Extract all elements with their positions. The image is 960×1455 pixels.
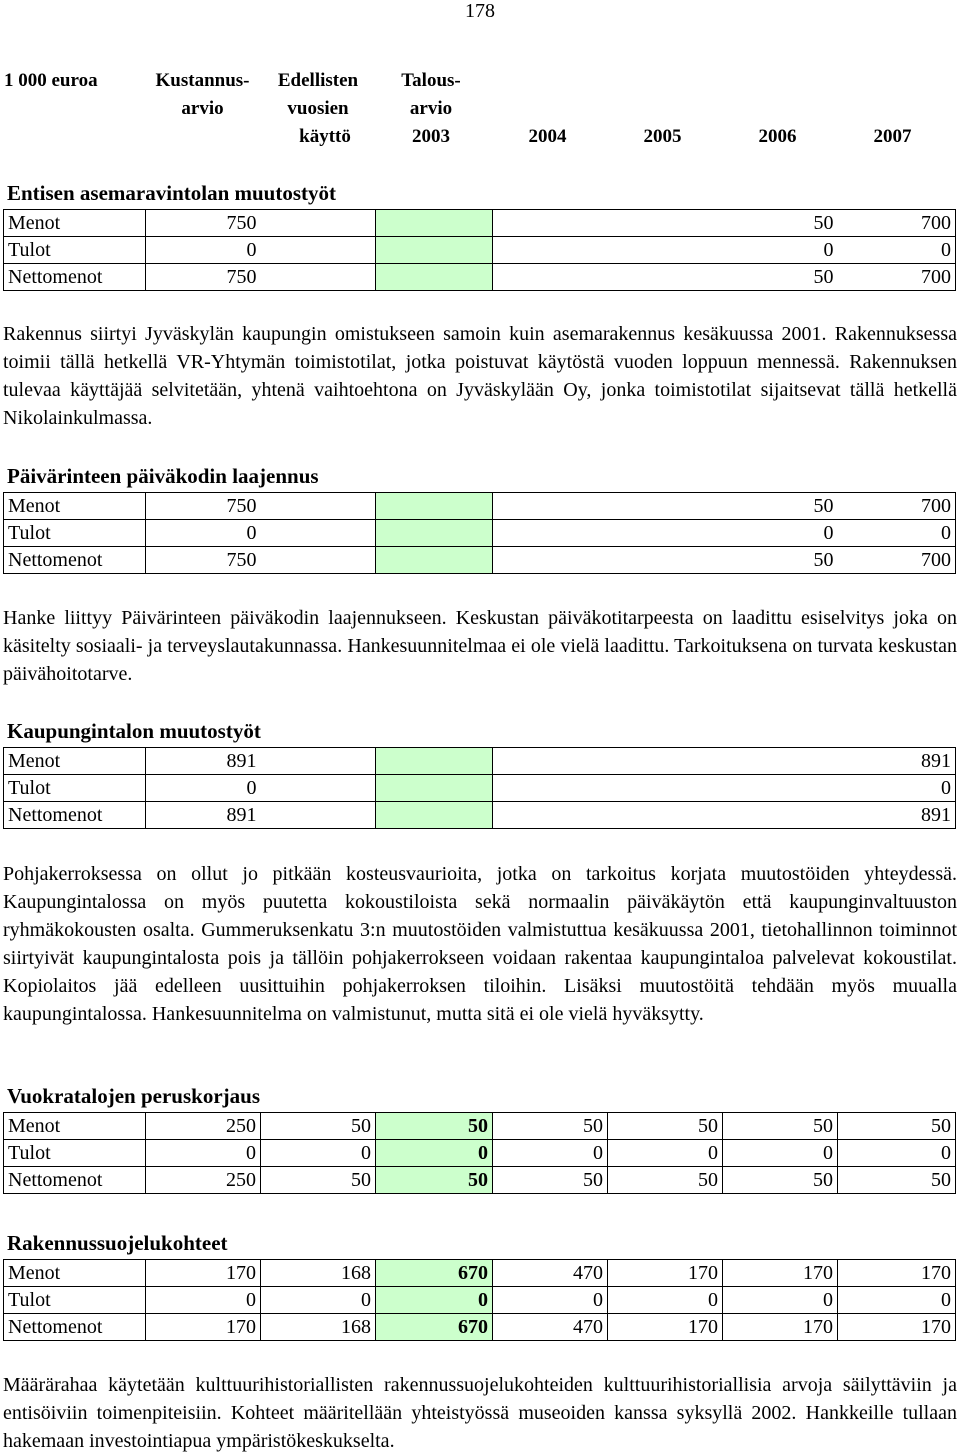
row-label: Tulot [4,1140,146,1167]
table-row [4,748,956,775]
cell [493,547,608,574]
table-row [4,520,956,547]
cell [261,210,376,237]
row-label: Menot [4,210,146,237]
header-col5: 2005 [643,126,682,147]
cell: 0 [608,1140,723,1167]
cell [261,547,376,574]
cell [376,237,493,264]
cell: 700 [838,547,956,574]
row-label: Menot [4,748,146,775]
section-description: Määrärahaa käytetään kulttuurihistoriallisten rakennussuojelukohteiden kulttuurihistoriallisia arvoja säilyttäviin ja entisöiviin toimenpiteisiin. Kohteet määritellään yhteistyössä museoiden kanssa syksyllä 2002. Hankkeille tullaan hakemaan investointiapua ympäristökeskukselta. [3,1374,957,1452]
cell: 470 [493,1260,608,1287]
cell: 0 [493,1287,608,1314]
cell: 50 [608,1113,723,1140]
header-col3: Talous- arvio 2003 [401,70,461,147]
table-row [4,775,956,802]
table-row [4,1140,956,1167]
section-title: Vuokratalojen peruskorjaus [7,1084,261,1108]
cell: 50 [723,210,838,237]
cell: 50 [723,493,838,520]
section-description: Pohjakerroksessa on ollut jo pitkään kosteusvaurioita, jotka on tarkoitus korjata muutostöiden yhteydessä. Kaupungintalossa on myös puutetta kokoustiloista sekä normaalin päiväkäytön että kaupunginvaltuuston ryhmäkokousten osalta. Gummeruksenkatu 3:n muutostöiden valmistuttua kesäkuussa 2001, tietohallinnon toiminnot siirtyivät kaupungintalosta pois ja tällöin pohjakerrokseen voidaan rakentaa kaupungintaloa palvelevat kokoustilat. Kopiolaitos jää edelleen uusittuihin pohjakerroksen tiloihin. Lisäksi muutostöitä tehdään myös muualla kaupungintalossa. Hankesuunnitelma on valmistunut, mutta sitä ei ole vielä hyväksytty. [3,863,957,1025]
cell: 750 [146,264,261,291]
cell: 670 [376,1260,493,1287]
table-row [4,547,956,574]
cell: 50 [723,1113,838,1140]
cell: 170 [838,1260,956,1287]
cell: 0 [838,1287,956,1314]
table-row [4,264,956,291]
cell [608,237,723,264]
cell: 50 [376,1167,493,1194]
table-row [4,493,956,520]
row-label: Nettomenot [4,264,146,291]
header-col4: 2004 [528,126,567,147]
page-number: 178 [465,0,495,22]
cell [493,802,608,829]
row-label: Menot [4,1113,146,1140]
cell: 0 [146,520,261,547]
header-col2: Edellisten vuosien käyttö [277,70,359,147]
section-title: Rakennussuojelukohteet [7,1231,228,1255]
cell: 891 [838,802,956,829]
cell [376,802,493,829]
cell: 170 [146,1314,261,1341]
cell [608,748,723,775]
cell: 891 [146,802,261,829]
table-row [4,237,956,264]
cell [261,520,376,547]
cell: 0 [723,520,838,547]
cell: 0 [723,1140,838,1167]
cell: 50 [493,1167,608,1194]
row-label: Nettomenot [4,547,146,574]
cell: 50 [723,547,838,574]
cell: 0 [261,1140,376,1167]
cell [493,210,608,237]
section-title: Kaupungintalon muutostyöt [7,719,261,743]
cell [608,802,723,829]
cell: 50 [493,1113,608,1140]
cell: 891 [146,748,261,775]
cell [493,775,608,802]
cell [261,493,376,520]
table-row [4,1287,956,1314]
cell: 170 [723,1260,838,1287]
cell: 50 [608,1167,723,1194]
cell [261,748,376,775]
finance-table [3,1112,956,1194]
cell: 670 [376,1314,493,1341]
cell [493,748,608,775]
finance-table [3,492,956,574]
row-label: Tulot [4,520,146,547]
cell: 700 [838,493,956,520]
cell [608,775,723,802]
cell: 250 [146,1167,261,1194]
cell [608,547,723,574]
header-unit: 1 000 euroa [4,70,98,91]
cell [261,264,376,291]
cell: 0 [838,237,956,264]
cell [723,748,838,775]
cell: 50 [723,1167,838,1194]
cell [493,264,608,291]
cell: 168 [261,1314,376,1341]
row-label: Menot [4,493,146,520]
cell: 50 [261,1113,376,1140]
cell: 168 [261,1260,376,1287]
cell: 0 [838,775,956,802]
cell: 750 [146,210,261,237]
cell [261,237,376,264]
finance-table [3,1259,956,1341]
cell: 750 [146,547,261,574]
cell: 750 [146,493,261,520]
cell [376,210,493,237]
cell: 0 [838,520,956,547]
cell: 700 [838,264,956,291]
row-label: Nettomenot [4,802,146,829]
cell [261,802,376,829]
cell: 0 [261,1287,376,1314]
cell: 0 [493,1140,608,1167]
cell: 0 [838,1140,956,1167]
table-row [4,1167,956,1194]
cell [608,493,723,520]
finance-table [3,209,956,291]
row-label: Tulot [4,1287,146,1314]
cell: 50 [838,1167,956,1194]
table-row [4,1113,956,1140]
cell: 50 [261,1167,376,1194]
cell: 0 [146,775,261,802]
cell: 50 [723,264,838,291]
cell [376,520,493,547]
cell [493,237,608,264]
row-label: Tulot [4,775,146,802]
cell: 0 [146,1287,261,1314]
cell: 170 [723,1314,838,1341]
cell [608,264,723,291]
row-label: Nettomenot [4,1167,146,1194]
finance-table [3,747,956,829]
cell [723,775,838,802]
cell [493,520,608,547]
cell [493,493,608,520]
cell [376,547,493,574]
cell: 0 [376,1287,493,1314]
cell: 170 [146,1260,261,1287]
cell: 0 [376,1140,493,1167]
section-title: Päivärinteen päiväkodin laajennus [7,464,319,488]
cell: 891 [838,748,956,775]
cell: 0 [146,1140,261,1167]
section-description: Hanke liittyy Päivärinteen päiväkodin laajennukseen. Keskustan päiväkotitarpeesta on laadittu esiselvitys joka on käsitelty sosiaali- ja terveyslautakunnassa. Hankesuunnitelmaa ei ole vielä laadittu. Tarkoituksena on turvata keskustan päivähoitotarve. [3,607,957,685]
table-row [4,210,956,237]
cell: 0 [146,237,261,264]
row-label: Nettomenot [4,1314,146,1341]
cell: 250 [146,1113,261,1140]
cell: 50 [376,1113,493,1140]
cell: 700 [838,210,956,237]
row-label: Tulot [4,237,146,264]
header-col6: 2006 [758,126,797,147]
cell [608,520,723,547]
cell: 170 [608,1314,723,1341]
cell: 170 [608,1260,723,1287]
column-header [0,67,960,151]
cell [376,748,493,775]
row-label: Menot [4,1260,146,1287]
cell: 0 [723,1287,838,1314]
cell [261,775,376,802]
cell: 0 [723,237,838,264]
cell [376,264,493,291]
table-row [4,1314,956,1341]
cell: 0 [608,1287,723,1314]
section-title: Entisen asemaravintolan muutostyöt [7,181,337,205]
cell: 470 [493,1314,608,1341]
cell [376,493,493,520]
cell [376,775,493,802]
header-col1: Kustannus- arvio [155,70,250,119]
header-col7: 2007 [873,126,912,147]
table-row [4,802,956,829]
table-row [4,1260,956,1287]
cell [608,210,723,237]
section-description: Rakennus siirtyi Jyväskylän kaupungin omistukseen samoin kuin asemarakennus kesäkuussa 2001. Rakennuksessa toimii tällä hetkellä VR-Yhtymän toimistotilat, jotka poistuvat käytöstä vuoden loppuun mennessä. Rakennuksen tulevaa käyttäjää selvitetään, yhtenä vaihtoehtona on Jyväskylään Oy, jonka toimistotilat sijaitsevat tällä hetkellä Nikolainkulmassa. [3,323,957,429]
cell: 50 [838,1113,956,1140]
cell: 170 [838,1314,956,1341]
cell [723,802,838,829]
